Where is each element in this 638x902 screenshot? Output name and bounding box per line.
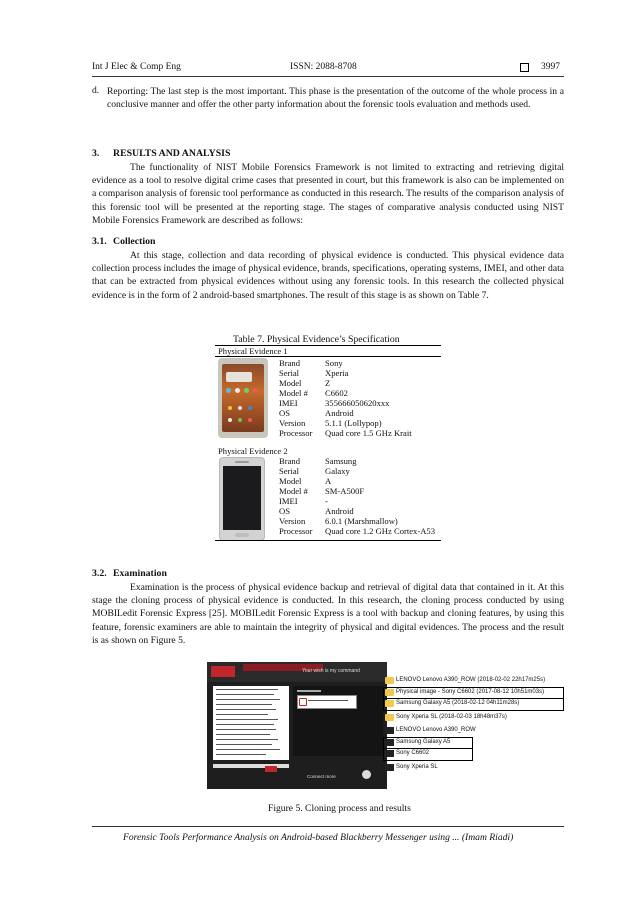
item-marker: d. — [92, 85, 100, 96]
spec-value: Samsung — [325, 456, 357, 466]
spec-value: 355666050620xxx — [325, 398, 390, 408]
samsung-phone-image — [219, 457, 265, 541]
spec-label: Version — [279, 418, 306, 428]
spec-value: Z — [325, 378, 331, 388]
device-icon — [385, 739, 394, 746]
list-item: Samsung Galaxy A5 (2018-02-12 04h11m28s) — [383, 699, 564, 711]
folder-icon — [385, 677, 394, 684]
mobiledit-logo — [211, 666, 235, 677]
header-rule — [92, 76, 564, 77]
spec-label: Model # — [279, 388, 308, 398]
spec-label: Processor — [279, 526, 313, 536]
section-31-number: 3.1. — [92, 236, 107, 247]
section-32-title: Examination — [113, 568, 167, 579]
spec-label: Serial — [279, 466, 300, 476]
spec-value: SM-A500F — [325, 486, 365, 496]
spec-value: Xperia — [325, 368, 349, 378]
spec-value: Sony — [325, 358, 343, 368]
journal-name: Int J Elec & Comp Eng — [92, 62, 181, 72]
device-icon — [385, 727, 394, 734]
folder-icon — [385, 714, 394, 721]
spec-value: Galaxy — [325, 466, 350, 476]
file-list: LENOVO Lenovo A390_ROW (2018-02-02 22h17m25s) Physical image - Sony C6602 (2017-08-12 10h51m03s) Samsung Galaxy A5 (2018-02-12 04h11m28s) Sony Xperia SL (2018-02-03 18h48m37s) LENOVO Lenovo A390_ROW Samsung Galaxy A5 Sony C6602 Sony Xperia SL — [383, 675, 568, 779]
table-header-rule — [215, 356, 441, 357]
list-item: Sony C6602 — [383, 749, 473, 761]
spec-label: Model — [279, 476, 302, 486]
footer-text: Forensic Tools Performance Analysis on Android-based Blackberry Messenger using ... (Imam Riadi) — [123, 832, 514, 843]
spec-value: 6.0.1 (Marshmallow) — [325, 516, 398, 526]
folder-icon — [385, 700, 394, 707]
spec-label: Version — [279, 516, 306, 526]
issn: ISSN: 2088-8708 — [290, 62, 357, 72]
table-caption: Table 7. Physical Evidence’s Specification — [233, 334, 400, 345]
spec-label: Serial — [279, 368, 300, 378]
spec-label: Model # — [279, 486, 308, 496]
connect-more-label: Connect more — [307, 774, 336, 779]
spec-value: - — [325, 496, 328, 506]
spec-label: IMEI — [279, 398, 298, 408]
spec-label: OS — [279, 408, 290, 418]
page-number: 3997 — [541, 62, 560, 72]
mobiledit-screenshot — [207, 662, 387, 789]
sony-phone-image — [218, 358, 268, 438]
list-item: Physical image - Sony C6602 (2017-08-12 10h51m03s) — [383, 687, 564, 699]
section-3-number: 3. — [92, 148, 100, 159]
spec-label: IMEI — [279, 496, 298, 506]
app-title: Your wish is my command — [302, 668, 360, 674]
section-32-paragraph: Examination is the process of physical evidence backup and retrieval of digital data that contained in it. At this stage the cloning process of physical evidence is conducted. In this research, the cloning process conducted by using MOBILedit Forensic Express [25]. MOBILedit Forensic Express is a tool with backup and cloning features, by using this feature, forensic examiners are able to maintain the integrity of physical and digital evidences. The process and the result is as shown on Figure 5. — [92, 582, 564, 646]
item-d-text: Reporting: The last step is the most important. This phase is the presentation of the outcome of the whole process in a conclusive manner and offer the other party information about the forensic tools evaluation and methods used. — [107, 86, 564, 111]
spec-value: Quad core 1.5 GHz Krait — [325, 428, 412, 438]
section-31-paragraph: At this stage, collection and data recording of physical evidence is conducted. This physical evidence data collection process includes the image of physical evidence, brands, specifications, operating systems, IMEI, and other data that can be extracted from physical evidences without using any forensic tools. In this research the collected physical evidence is in the form of 2 android-based smartphones. The result of this stage is as shown on Table 7. — [92, 250, 564, 301]
spec-label: Brand — [279, 456, 301, 466]
spec-value: A — [325, 476, 332, 486]
spec-label: Brand — [279, 358, 301, 368]
spec-label: Processor — [279, 428, 313, 438]
connect-icon — [362, 770, 371, 779]
table-bottom-rule — [215, 540, 441, 541]
section-3-paragraph: The functionality of NIST Mobile Forensics Framework is not limited to extracting and retrieving digital evidence as a tool to resolve digital crime cases that presented in court, but this framework is also can be implemented on a comparison analysis of forensic tool performance as conducted in this research. The results of the comparison analysis of this forensic tool will be presented at the reporting stage. The stages of comparative analysis conducted using NIST Mobile Forensics Framework are described as follows: — [92, 162, 564, 226]
spec-value: Android — [325, 506, 354, 516]
evidence-2-title: Physical Evidence 2 — [218, 446, 288, 456]
footer-rule — [92, 826, 564, 827]
figure-caption: Figure 5. Cloning process and results — [268, 803, 411, 814]
spec-label: OS — [279, 506, 290, 516]
spec-label: Model — [279, 378, 302, 388]
section-3-title: RESULTS AND ANALYSIS — [113, 148, 231, 159]
folder-icon — [385, 689, 394, 696]
spec-value: Android — [325, 408, 354, 418]
checkbox-icon — [520, 63, 529, 72]
spec-value: 5.1.1 (Lollypop) — [325, 418, 382, 428]
device-icon — [385, 750, 394, 757]
spec-value: Quad core 1.2 GHz Cortex-A53 — [325, 526, 436, 536]
section-32-number: 3.2. — [92, 568, 107, 579]
evidence-1-title: Physical Evidence 1 — [218, 346, 288, 356]
spec-value: C6602 — [325, 388, 348, 398]
list-item: Samsung Galaxy A5 — [383, 737, 473, 749]
section-31-title: Collection — [113, 236, 156, 247]
device-icon — [385, 764, 394, 771]
